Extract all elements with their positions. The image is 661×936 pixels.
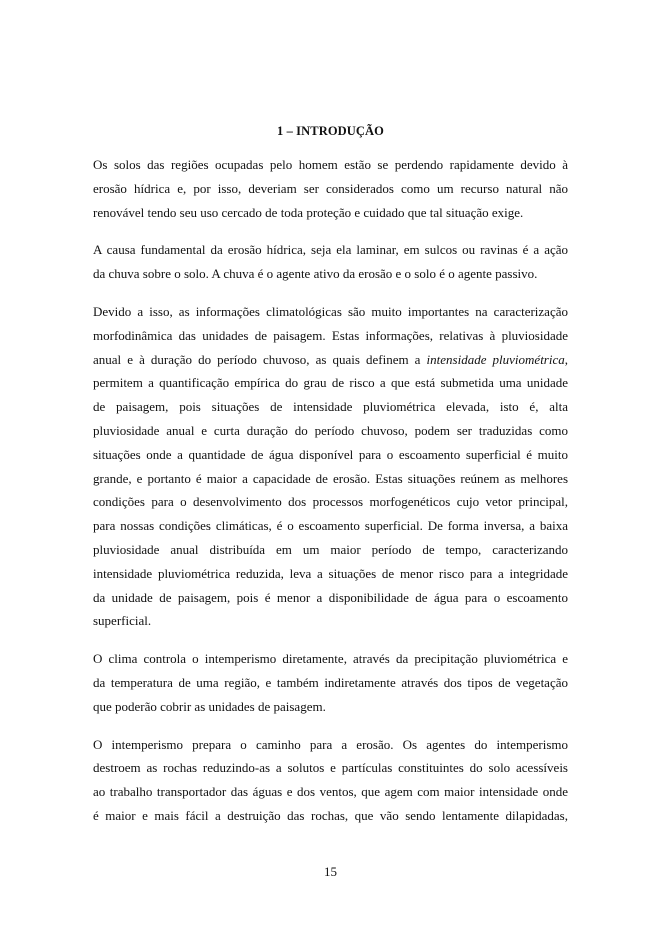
text-line: grande, e portanto é maior a capacidade de erosão. Estas situações reúnem as melhores [93, 470, 568, 486]
text-line: superficial. [93, 613, 152, 629]
text-line: O intemperismo prepara o caminho para a erosão. Os agentes do intemperismo [93, 736, 568, 752]
text-line: Devido a isso, as informações climatológicas são muito importantes na caracterização [93, 303, 568, 319]
text-line: da temperatura de uma região, e também indiretamente através dos tipos de vegetação [93, 674, 568, 690]
paragraph-2 [93, 238, 568, 286]
text-line: pluviosidade anual distribuída em um maior período de tempo, caracterizando [93, 541, 568, 557]
text-line: ao trabalho transportador das águas e dos ventos, que agem com maior intensidade onde [93, 784, 568, 800]
text-line: O clima controla o intemperismo diretamente, através da precipitação pluviométrica e [93, 651, 568, 667]
section-heading: 1 – INTRODUÇÃO [277, 124, 384, 138]
text-line: A causa fundamental da erosão hídrica, seja ela laminar, em sulcos ou ravinas é a ação [93, 242, 568, 258]
text-line: é maior e mais fácil a destruição das rochas, que vão sendo lentamente dilapidadas, [93, 807, 568, 823]
document-body [93, 153, 568, 842]
text-segment: , [564, 351, 568, 367]
paragraph-4 [93, 647, 568, 718]
text-line: morfodinâmica das unidades de paisagem. Estas informações, relativas à pluviosidade [93, 327, 568, 343]
paragraph-5 [93, 733, 568, 828]
text-line: de paisagem, pois situações de intensidade pluviométrica elevada, isto é, alta [93, 399, 568, 415]
page-number: 15 [324, 864, 337, 879]
text-line: pluviosidade anual e curta duração do período chuvoso, podem ser traduzidas como [93, 422, 568, 438]
text-line: Os solos das regiões ocupadas pelo homem estão se perdendo rapidamente devido à [93, 157, 568, 172]
text-line: erosão hídrica e, por isso, deveriam ser considerados como um recurso natural não [93, 180, 568, 196]
text-line: da chuva sobre o solo. A chuva é o agente ativo da erosão e o solo é o agente passivo. [93, 266, 538, 282]
italic-term: intensidade pluviométrica [426, 351, 565, 367]
text-line: destroem as rochas reduzindo-as a solutos e partículas constituintes do solo acessíveis [93, 760, 568, 776]
text-line: da unidade de paisagem, pois é menor a disponibilidade de água para o escoamento [93, 589, 568, 605]
text-line-with-italic [93, 348, 568, 372]
text-line: intensidade pluviométrica reduzida, leva a situações de menor risco para a integridade [93, 565, 568, 581]
text-line: que poderão cobrir as unidades de paisagem. [93, 698, 326, 714]
paragraph-1 [93, 153, 568, 224]
text-line: situações onde a quantidade de água disponível para o escoamento superficial é muito [93, 446, 568, 462]
text-line: condições para o desenvolvimento dos processos morfogenéticos cujo vetor principal, [93, 494, 568, 510]
paragraph-3 [93, 300, 568, 633]
text-line: renovável tendo seu uso cercado de toda proteção e cuidado que tal situação exige. [93, 204, 524, 220]
text-line: para nossas condições climáticas, é o escoamento superficial. De forma inversa, a baixa [93, 518, 568, 534]
text-segment: anual e à duração do período chuvoso, as quais definem a [93, 351, 427, 367]
text-line: permitem a quantificação empírica do grau de risco a que está submetida uma unidade [93, 375, 568, 391]
